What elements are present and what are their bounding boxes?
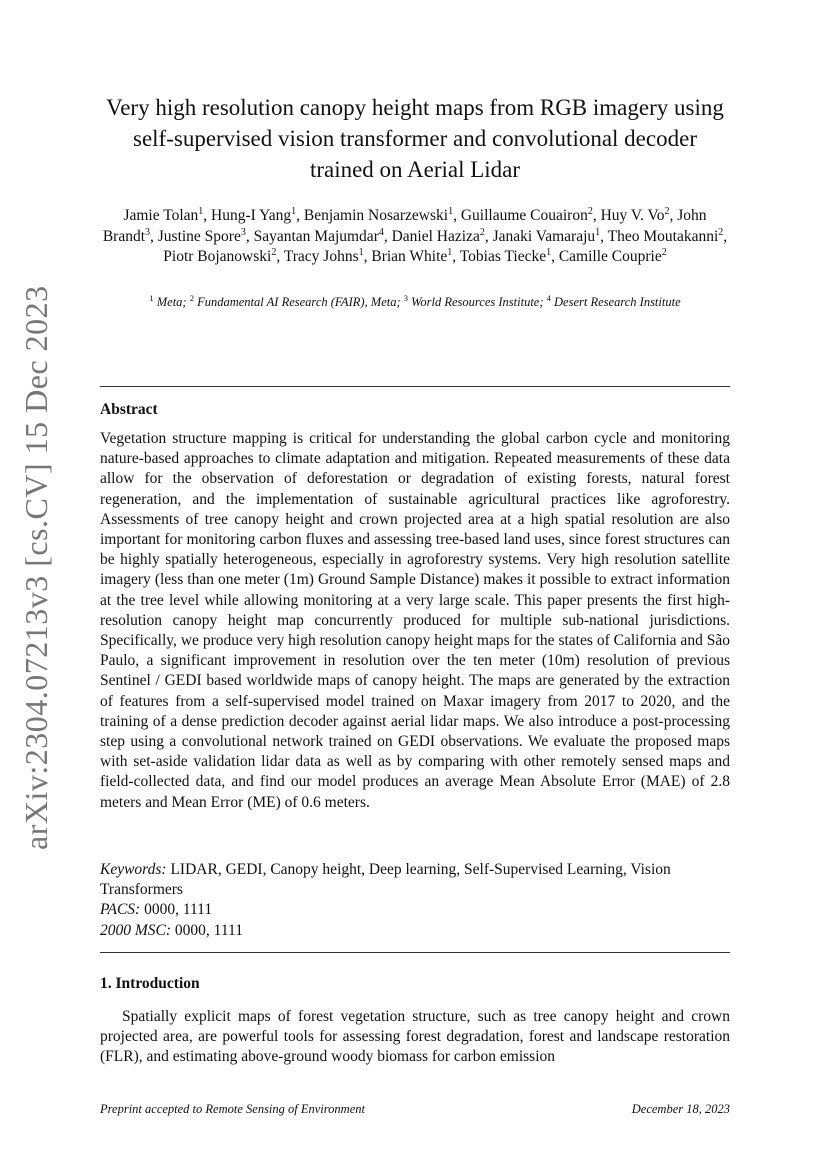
introduction-heading: 1. Introduction — [100, 975, 200, 992]
author-affiliation-mark: 1 — [447, 246, 453, 258]
keywords-block — [100, 860, 730, 941]
author — [211, 207, 296, 224]
affiliation-mark: 4 — [546, 292, 551, 303]
author-affiliation-mark: 3 — [240, 226, 246, 238]
author — [158, 228, 246, 245]
affiliation-text: Desert Research Institute — [550, 295, 681, 309]
author-affiliation-mark: 3 — [145, 226, 150, 238]
author-name: Brian White — [371, 248, 448, 265]
author-affiliation-mark: 1 — [448, 205, 454, 217]
author-affiliation-mark: 1 — [546, 246, 552, 258]
keywords-label: Keywords: — [100, 861, 167, 878]
author-affiliation-mark: 1 — [291, 205, 297, 217]
author-name: Theo Moutakanni — [607, 227, 719, 245]
msc-value: 0000, 1111 — [174, 921, 243, 939]
author-name: Justine Spore — [157, 227, 241, 245]
author — [304, 207, 453, 224]
abstract-heading: Abstract — [100, 401, 158, 418]
author-affiliation-mark: 1 — [595, 226, 601, 238]
author — [371, 248, 452, 265]
affiliation-text: Fundamental AI Research (FAIR), Meta; — [193, 295, 401, 309]
affiliation-mark: 1 — [149, 292, 154, 303]
author-name: Hung-I Yang — [211, 207, 292, 224]
footer-venue: Preprint accepted to Remote Sensing of Environment — [100, 1102, 365, 1116]
author — [601, 207, 670, 224]
author — [493, 228, 601, 245]
keywords-line — [100, 860, 730, 900]
author-affiliation-mark: 2 — [664, 205, 670, 217]
author — [123, 207, 203, 224]
author-name: Jamie Tolan — [123, 207, 199, 224]
msc-line — [100, 921, 730, 941]
pacs-value: 0000, 1111 — [144, 901, 213, 919]
paper-title: Very high resolution canopy height maps from RGB imagery using self-supervised vision transformer and convolutional decoder trained on Aerial Lidar — [106, 95, 724, 182]
author — [461, 207, 593, 224]
affiliation — [403, 292, 544, 309]
author-name: Guillaume Couairon — [460, 207, 588, 224]
author-name: Piotr Bojanowski — [163, 248, 272, 265]
pacs-label: PACS: — [100, 901, 141, 919]
affiliation — [189, 292, 401, 309]
affiliation-mark: 3 — [403, 292, 408, 303]
introduction-text: Spatially explicit maps of forest vegetation structure, such as tree canopy height and crown projected area, are powerful tools for assessing forest degradation, forest and landscape restoration (FLR), and estimating above-ground woody biomass for carbon emission — [100, 1008, 730, 1066]
top-divider — [100, 386, 730, 387]
author-affiliation-mark: 1 — [358, 246, 364, 258]
author-affiliation-mark: 2 — [661, 246, 667, 258]
author-name: Sayantan Majumdar — [253, 227, 379, 245]
author — [460, 248, 551, 265]
author-affiliation-mark: 2 — [271, 246, 277, 258]
author-affiliation-mark: 2 — [479, 226, 485, 238]
author-name: Daniel Haziza — [391, 227, 480, 245]
author-affiliation-mark: 1 — [198, 205, 204, 217]
author-affiliation-mark: 2 — [718, 226, 724, 238]
section-divider — [100, 952, 730, 953]
footer-date: December 18, 2023 — [631, 1102, 730, 1116]
author-name: Janaki Vamaraju — [492, 227, 596, 245]
abstract-text: Vegetation structure mapping is critical for understanding the global carbon cycle and monitoring nature-based approaches to climate adaptation and mitigation. Repeated measurements of these data allow for the observation of deforestation or degradation of existing forests, natural forest regeneration, and the implementation of sustainable agricultural practices like agroforestry. Assessments of tree canopy height and crown projected area at a high spatial resolution are also important for monitoring carbon fluxes and assessing tree-based land uses, since forest structures can be highly spatially heterogeneous, especially in agroforestry systems. Very high resolution satellite imagery (less than one meter (1m) Ground Sample Distance) makes it possible to extract information at the tree level while allowing monitoring at a very large scale. This paper presents the first high-resolution canopy height map concurrently produced for multiple sub-national jurisdictions. Specifically, we produce very high resolution canopy height maps for the states of California and São Paulo, a significant improvement in resolution over the ten meter (10m) resolution of previous Sentinel / GEDI based worldwide maps of canopy height. The maps are generated by the extraction of features from a self-supervised model trained on Maxar imagery from 2017 to 2020, and the training of a dense prediction decoder against aerial lidar maps. We also introduce a post-processing step using a convolutional network trained on GEDI observations. We evaluate the proposed maps with set-aside validation lidar data as well as by comparing with other remotely sensed maps and field-collected data, and find our model produces an average Mean Absolute Error (MAE) of 2.8 meters and Mean Error (ME) of 0.6 meters. — [100, 430, 730, 811]
affiliation-text: Meta; — [153, 295, 187, 309]
pacs-line — [100, 900, 730, 920]
author — [559, 248, 667, 265]
affiliation-list — [98, 294, 732, 311]
msc-label: 2000 MSC: — [100, 921, 172, 939]
author-name: Huy V. Vo — [600, 207, 665, 224]
keywords-value: LIDAR, GEDI, Canopy height, Deep learning, Self-Supervised Learning, Vision Transformers — [100, 861, 671, 899]
author-affiliation-mark: 2 — [587, 205, 593, 217]
arxiv-stamp: arXiv:2304.07213v3 [cs.CV] 15 Dec 2023 — [18, 285, 54, 850]
author-list: Jamie Tolan$^1$, Hung-I Yang$^1$, Benjamin Nosarzewski$^1$, Guillaume Couairon$^2$, Huy V. Vo$^2$, John Brandt$^3$, Justine Spore$^3$, Sayantan Majumdar$^4$, Daniel Haziza$^2$, Janaki Vamaraju$^1$, Theo Moutakanni$^2$, Piotr Bojanowski$^2$, Tracy Johns$^1$, Brian White$^1$, Tobias Tiecke$^1$, Camille Couprie$^2$ — [102, 205, 728, 265]
author-name: Benjamin Nosarzewski — [303, 207, 449, 224]
author-name: John Brandt — [102, 207, 707, 245]
author — [284, 248, 364, 265]
author-name: Tobias Tiecke — [459, 248, 547, 265]
affiliation — [149, 292, 187, 309]
author — [254, 228, 384, 245]
author-affiliation-mark: 4 — [378, 226, 384, 238]
affiliation-mark: 2 — [189, 292, 194, 303]
affiliation — [546, 292, 681, 309]
author — [392, 228, 485, 245]
author-name: Camille Couprie — [558, 248, 662, 265]
author — [163, 248, 276, 265]
affiliation-text: World Resources Institute; — [408, 295, 544, 309]
author-name: Tracy Johns — [283, 248, 359, 265]
author — [608, 228, 724, 245]
